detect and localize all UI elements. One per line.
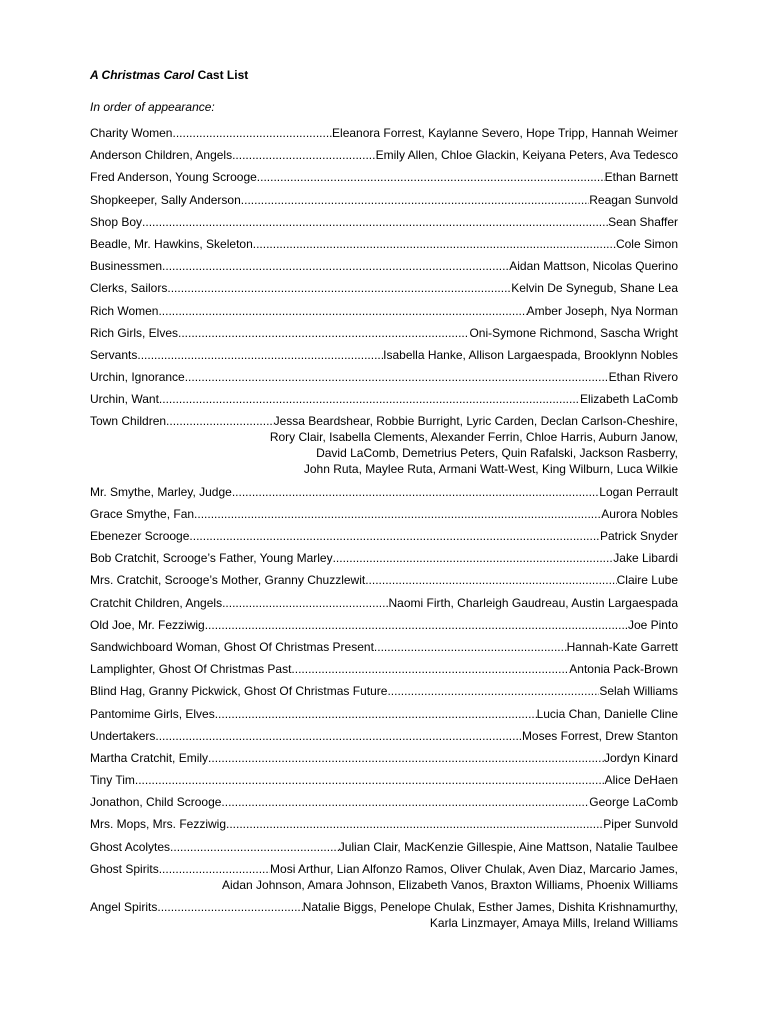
cast-role: Rich Women (90, 303, 159, 318)
cast-entry-line (90, 899, 678, 915)
cast-entry (90, 484, 678, 500)
dot-leader (194, 506, 601, 522)
cast-role: Mrs. Mops, Mrs. Fezziwig (90, 817, 227, 832)
cast-entry (90, 258, 678, 274)
cast-entry (90, 772, 678, 788)
cast-actors: Cole Simon (615, 236, 678, 251)
cast-actors: Kelvin De Synegub, Shane Lea (511, 281, 678, 296)
cast-entry-line (90, 617, 678, 633)
cast-actors: Jordyn Kinard (603, 750, 678, 765)
cast-actors: Claire Lube (616, 573, 678, 588)
cast-entry-line (90, 369, 678, 385)
cast-actors-continued: Karla Linzmayer, Amaya Mills, Ireland Williams (429, 916, 678, 930)
cast-actors: Reagan Sunvold (589, 192, 678, 207)
cast-entry (90, 750, 678, 766)
cast-role: Blind Hag, Granny Pickwick, Ghost Of Christmas Future (90, 684, 388, 699)
cast-entry (90, 550, 678, 566)
cast-entry-line (90, 484, 678, 500)
cast-role: Ebenezer Scrooge (90, 529, 190, 543)
cast-entry-line (90, 861, 678, 877)
title-play-name: A Christmas Carol (90, 68, 195, 82)
cast-actors: Julian Clair, MacKenzie Gillespie, Aine Mattson, Natalie Taulbee (338, 839, 678, 854)
cast-role: Ghost Spirits (90, 861, 159, 876)
cast-entry (90, 683, 678, 699)
cast-entry (90, 236, 678, 252)
cast-role: Bob Cratchit, Scrooge’s Father, Young Marley (90, 551, 333, 566)
cast-actors-continued: John Ruta, Maylee Ruta, Armani Watt-West, King Wilburn, Luca Wilkie (303, 462, 678, 477)
cast-actors: Naomi Firth, Charleigh Gaudreau, Austin Largaespada (388, 595, 678, 610)
cast-entry (90, 303, 678, 319)
cast-list (90, 125, 678, 937)
cast-actors: Aurora Nobles (601, 506, 678, 521)
cast-role: Jonathon, Child Scrooge (90, 795, 222, 810)
dot-leader (221, 794, 589, 810)
cast-entry-line (90, 325, 678, 341)
cast-actors: Hannah-Kate Garrett (566, 639, 678, 654)
cast-entry (90, 728, 678, 744)
cast-role: Shop Boy (90, 214, 143, 229)
cast-entry (90, 839, 678, 855)
cast-entry-line (90, 147, 678, 163)
cast-entry (90, 816, 678, 832)
cast-role: Pantomime Girls, Elves (90, 706, 215, 721)
cast-entry-line (90, 303, 678, 319)
cast-role: Undertakers (90, 728, 156, 743)
cast-entry-line (90, 506, 678, 522)
document-title (90, 67, 248, 83)
cast-entry (90, 214, 678, 230)
dot-leader (157, 899, 302, 915)
cast-entry (90, 899, 678, 931)
cast-entry-line (90, 816, 678, 832)
dot-leader (189, 528, 600, 544)
cast-entry (90, 639, 678, 655)
cast-entry-line (90, 413, 678, 429)
cast-entry-line (90, 347, 678, 363)
cast-entry (90, 169, 678, 185)
cast-entry (90, 617, 678, 633)
cast-entry-line (90, 192, 678, 208)
cast-role: Anderson Children, Angels (90, 148, 233, 163)
dot-leader (222, 595, 388, 611)
cast-entry-line (90, 528, 678, 544)
cast-entry-line (90, 572, 678, 588)
cast-role: Cratchit Children, Angels (90, 595, 223, 610)
cast-actors: Selah Williams (599, 684, 678, 699)
cast-entry-line (90, 639, 678, 655)
cast-entry (90, 280, 678, 296)
cast-role: Lamplighter, Ghost Of Christmas Past (90, 662, 292, 677)
dot-leader (205, 617, 628, 633)
cast-entry (90, 661, 678, 677)
dot-leader (387, 683, 599, 699)
cast-entry (90, 325, 678, 341)
cast-role: Mr. Smythe, Marley, Judge (90, 484, 232, 499)
cast-role: Businessmen (90, 259, 163, 274)
cast-entry (90, 413, 678, 477)
cast-entry (90, 125, 678, 141)
dot-leader (142, 214, 608, 230)
dot-leader (159, 391, 580, 407)
cast-actors: Jessa Beardshear, Robbie Burright, Lyric Carden, Declan Carlson-Cheshire, (273, 414, 678, 429)
cast-role: Beadle, Mr. Hawkins, Skeleton (90, 236, 253, 251)
cast-actors: Logan Perrault (599, 484, 678, 499)
cast-entry-line (90, 258, 678, 274)
cast-entry-line (90, 125, 678, 141)
cast-entry (90, 506, 678, 522)
cast-actors: Ethan Rivero (608, 370, 678, 385)
dot-leader (253, 236, 616, 252)
cast-role: Grace Smythe, Fan (90, 506, 195, 521)
cast-actors: Ethan Barnett (604, 170, 678, 185)
dot-leader (241, 192, 589, 208)
cast-actors: Amber Joseph, Nya Norman (526, 303, 678, 318)
cast-actors: Patrick Snyder (599, 529, 678, 543)
title-suffix: Cast List (194, 68, 249, 82)
cast-entry-line (90, 772, 678, 788)
cast-entry-line (90, 214, 678, 230)
document-subtitle: In order of appearance: (90, 100, 215, 114)
cast-entry (90, 192, 678, 208)
dot-leader (162, 258, 509, 274)
cast-entry-line (90, 391, 678, 407)
cast-entry (90, 347, 678, 363)
cast-actors: Joe Pinto (627, 617, 678, 632)
cast-role: Angel Spirits (90, 900, 158, 914)
cast-entry-line (90, 728, 678, 744)
cast-entry-line (90, 706, 678, 722)
dot-leader (365, 572, 616, 588)
cast-entry (90, 794, 678, 810)
cast-entry (90, 572, 678, 588)
cast-entry-line (90, 839, 678, 855)
cast-role: Ghost Acolytes (90, 839, 171, 854)
cast-actors: Aidan Mattson, Nicolas Querino (509, 259, 678, 274)
cast-role: Sandwichboard Woman, Ghost Of Christmas Present (90, 639, 374, 654)
cast-actors: Moses Forrest, Drew Stanton (521, 728, 678, 743)
cast-role: Clerks, Sailors (90, 281, 168, 296)
dot-leader (232, 484, 599, 500)
cast-role: Urchin, Ignorance (90, 370, 185, 385)
cast-role: Martha Cratchit, Emily (90, 750, 209, 765)
cast-actors: Natalie Biggs, Penelope Chulak, Esther James, Dishita Krishnamurthy, (302, 900, 678, 914)
dot-leader (215, 706, 537, 722)
cast-actors: Isabella Hanke, Allison Largaespada, Brooklynn Nobles (383, 347, 678, 362)
cast-actors: Sean Shaffer (608, 214, 678, 229)
cast-entry-line (90, 661, 678, 677)
cast-entry (90, 391, 678, 407)
dot-leader (137, 347, 383, 363)
dot-leader (167, 280, 511, 296)
dot-leader (185, 369, 609, 385)
cast-actors: George LaComb (589, 795, 678, 810)
dot-leader (172, 125, 332, 141)
dot-leader (155, 728, 522, 744)
cast-entry (90, 369, 678, 385)
cast-entry-line (90, 280, 678, 296)
dot-leader (135, 772, 605, 788)
cast-entry (90, 147, 678, 163)
cast-role: Shopkeeper, Sally Anderson (90, 192, 241, 207)
cast-actors: Lucia Chan, Danielle Cline (536, 706, 678, 721)
cast-entry-line (90, 683, 678, 699)
cast-actors: Oni-Symone Richmond, Sascha Wright (469, 325, 678, 340)
dot-leader (158, 303, 526, 319)
dot-leader (232, 147, 376, 163)
cast-role: Urchin, Want (90, 392, 159, 407)
cast-entry-line (90, 169, 678, 185)
cast-role: Servants (90, 347, 138, 362)
cast-role: Fred Anderson, Young Scrooge (90, 170, 257, 185)
cast-entry-line (90, 236, 678, 252)
dot-leader (170, 839, 339, 855)
cast-entry (90, 861, 678, 893)
cast-role: Town Children (90, 414, 167, 429)
cast-actors: Emily Allen, Chloe Glackin, Keiyana Peters, Ava Tedesco (375, 148, 678, 163)
dot-leader (178, 325, 469, 341)
cast-actors-continued: Rory Clair, Isabella Clements, Alexander Ferrin, Chloe Harris, Auburn Janow, (269, 430, 678, 445)
cast-role: Rich Girls, Elves (90, 325, 179, 340)
dot-leader (208, 750, 604, 766)
cast-entry-line (90, 550, 678, 566)
cast-role: Charity Women (90, 126, 173, 140)
dot-leader (291, 661, 569, 677)
cast-actors-continued: Aidan Johnson, Amara Johnson, Elizabeth Vanos, Braxton Williams, Phoenix Williams (222, 877, 678, 892)
cast-actors: Alice DeHaen (604, 773, 678, 788)
cast-entry (90, 706, 678, 722)
cast-entry (90, 595, 678, 611)
cast-actors: Jake Libardi (613, 551, 678, 566)
dot-leader (226, 816, 603, 832)
dot-leader (374, 639, 567, 655)
dot-leader (257, 169, 605, 185)
dot-leader (166, 413, 274, 429)
cast-actors-continued: David LaComb, Demetrius Peters, Quin Rafalski, Jackson Rasberry, (316, 446, 678, 461)
dot-leader (159, 861, 270, 877)
cast-entry-line (90, 595, 678, 611)
cast-entry-line (90, 750, 678, 766)
cast-entry-line (90, 794, 678, 810)
cast-actors: Piper Sunvold (603, 817, 678, 832)
dot-leader (333, 550, 614, 566)
cast-role: Tiny Tim (90, 773, 135, 788)
cast-actors: Mosi Arthur, Lian Alfonzo Ramos, Oliver Chulak, Aven Diaz, Marcario James, (270, 861, 678, 876)
cast-actors: Eleanora Forrest, Kaylanne Severo, Hope Tripp, Hannah Weimer (332, 126, 678, 140)
cast-actors: Elizabeth LaComb (579, 392, 678, 407)
cast-entry (90, 528, 678, 544)
cast-role: Mrs. Cratchit, Scrooge’s Mother, Granny Chuzzlewit (90, 573, 366, 588)
cast-role: Old Joe, Mr. Fezziwig (90, 617, 205, 632)
cast-actors: Antonia Pack-Brown (569, 662, 678, 677)
